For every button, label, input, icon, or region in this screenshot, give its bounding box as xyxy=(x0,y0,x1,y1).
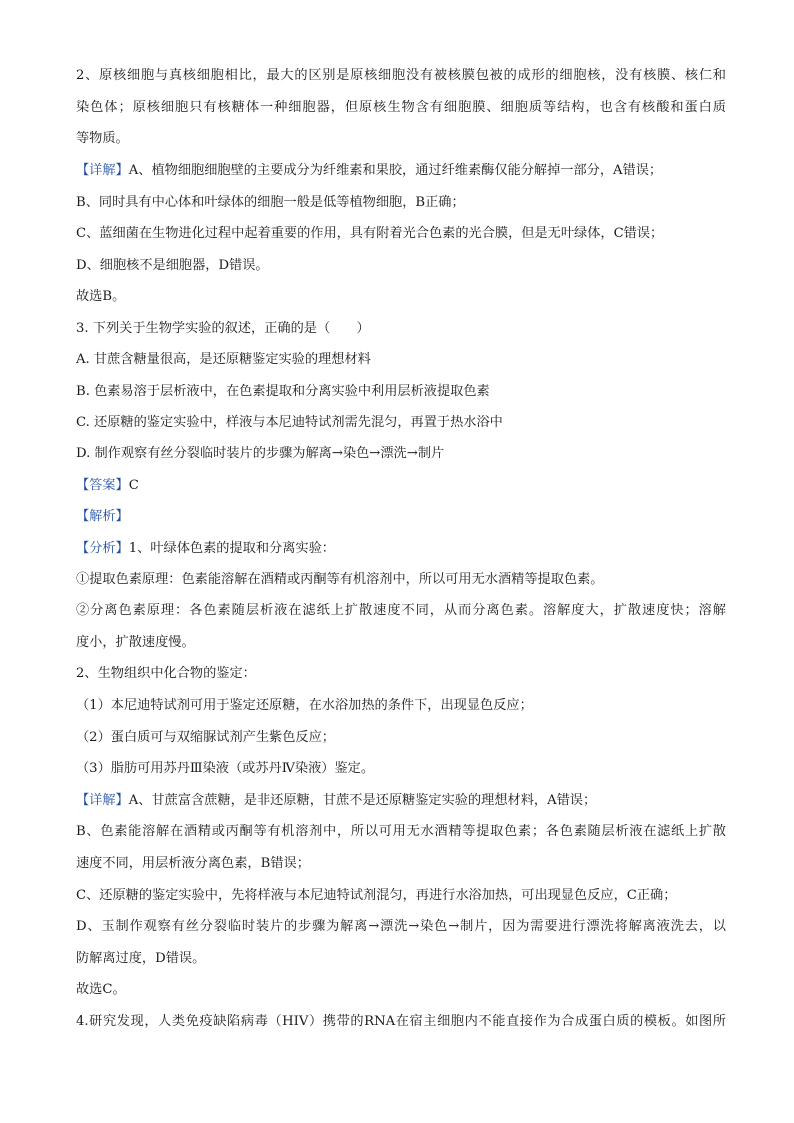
text-line-l20 xyxy=(76,664,726,684)
text-line-l10 xyxy=(76,350,726,370)
text-line-l17 xyxy=(76,570,726,590)
line-text: 故选B。 xyxy=(76,289,126,304)
line-text: C、还原糖的鉴定实验中，先将样液与本尼迪特试剂混匀，再进行水浴加热，可出现显色反应，C正确； xyxy=(76,888,677,903)
text-line-l06 xyxy=(76,224,726,244)
text-line-l26 xyxy=(76,854,726,874)
line-text: （2）蛋白质可与双缩脲试剂产生紫色反应； xyxy=(76,730,335,745)
line-text: （1）本尼迪特试剂可用于鉴定还原糖，在水浴加热的条件下，出现显色反应； xyxy=(76,698,533,713)
line-text: D、玉制作观察有丝分裂临时装片的步骤为解离→漂洗→染色→制片，因为需要进行漂洗将解离液洗去，以 xyxy=(76,919,726,934)
section-tag: 【解析】 xyxy=(76,509,129,524)
text-line-l09 xyxy=(76,319,726,339)
line-text: 染色体；原核细胞只有核糖体一种细胞器，但原核生物含有细胞膜、细胞质等结构，也含有核酸和蛋白质 xyxy=(76,100,726,115)
line-text: B. 色素易溶于层析液中，在色素提取和分离实验中利用层析液提取色素 xyxy=(76,384,490,399)
text-line-l31 xyxy=(76,1012,726,1032)
section-tag: 【分析】 xyxy=(76,541,129,556)
text-line-l03 xyxy=(76,129,726,149)
line-text: C. 还原糖的鉴定实验中，样液与本尼迪特试剂需先混匀，再置于热水浴中 xyxy=(76,415,503,430)
line-text: B、同时具有中心体和叶绿体的细胞一般是低等植物细胞，B正确； xyxy=(76,195,465,210)
text-line-l04 xyxy=(76,161,726,181)
text-line-l01 xyxy=(76,66,726,86)
text-line-l25 xyxy=(76,822,726,842)
line-text: A、植物细胞细胞壁的主要成分为纤维素和果胶，通过纤维素酶仅能分解掉一部分，A错误； xyxy=(128,163,663,178)
text-line-l14 xyxy=(76,476,726,496)
text-line-l02 xyxy=(76,98,726,118)
line-text: D. 制作观察有丝分裂临时装片的步骤为解离→染色→漂洗→制片 xyxy=(76,446,445,461)
text-line-l30 xyxy=(76,980,726,1000)
text-line-l11 xyxy=(76,382,726,402)
line-text: 2、原核细胞与真核细胞相比，最大的区别是原核细胞没有被核膜包被的成形的细胞核，没有核膜、核仁和 xyxy=(76,68,726,83)
line-text: ②分离色素原理：各色素随层析液在滤纸上扩散速度不同，从而分离色素。溶解度大，扩散速度快；溶解 xyxy=(76,603,726,618)
text-line-l16 xyxy=(76,539,726,559)
line-text: （3）脂肪可用苏丹Ⅲ染液（或苏丹Ⅳ染液）鉴定。 xyxy=(76,761,375,776)
text-line-l13 xyxy=(76,444,726,464)
line-text: 防解离过度，D错误。 xyxy=(76,951,206,966)
text-line-l08 xyxy=(76,287,726,307)
text-line-l12 xyxy=(76,413,726,433)
line-text: B、色素能溶解在酒精或丙酮等有机溶剂中，所以可用无水酒精等提取色素；各色素随层析液在滤纸上扩散 xyxy=(76,824,726,839)
text-line-l28 xyxy=(76,917,726,937)
text-line-l07 xyxy=(76,256,726,276)
section-tag: 【详解】 xyxy=(76,163,129,178)
section-tag: 【详解】 xyxy=(76,793,129,808)
text-line-l05 xyxy=(76,193,726,213)
line-text: D、细胞核不是细胞器，D错误。 xyxy=(76,258,269,273)
line-text: C xyxy=(128,478,139,493)
text-line-l29 xyxy=(76,949,726,969)
text-line-l19 xyxy=(76,633,726,653)
text-line-l22 xyxy=(76,728,726,748)
text-line-l15 xyxy=(76,507,726,527)
text-line-l23 xyxy=(76,759,726,779)
line-text: A. 甘蔗含糖量很高，是还原糖鉴定实验的理想材料 xyxy=(76,352,371,367)
line-text: 速度不同，用层析液分离色素，B错误； xyxy=(76,856,310,871)
line-text: 等物质。 xyxy=(76,131,129,146)
text-line-l18 xyxy=(76,601,726,621)
line-text: 1、叶绿体色素的提取和分离实验： xyxy=(128,541,335,556)
line-text: 3. 下列关于生物学实验的叙述，正确的是（ ） xyxy=(76,321,370,336)
section-tag: 【答案】 xyxy=(76,478,129,493)
line-text: C、蓝细菌在生物进化过程中起着重要的作用，具有附着光合色素的光合膜，但是无叶绿体，C错误； xyxy=(76,226,664,241)
text-line-l27 xyxy=(76,886,726,906)
line-text: ①提取色素原理：色素能溶解在酒精或丙酮等有机溶剂中，所以可用无水酒精等提取色素。 xyxy=(76,572,604,587)
line-text: 4.研究发现，人类免疫缺陷病毒（HIV）携带的RNA在宿主细胞内不能直接作为合成蛋白质的模板。如图所 xyxy=(76,1014,726,1029)
text-line-l21 xyxy=(76,696,726,716)
line-text: A、甘蔗富含蔗糖，是非还原糖，甘蔗不是还原糖鉴定实验的理想材料，A错误； xyxy=(128,793,597,808)
line-text: 故选C。 xyxy=(76,982,126,997)
line-text: 度小，扩散速度慢。 xyxy=(76,635,195,650)
text-line-l24 xyxy=(76,791,726,811)
line-text: 2、生物组织中化合物的鉴定： xyxy=(76,666,256,681)
